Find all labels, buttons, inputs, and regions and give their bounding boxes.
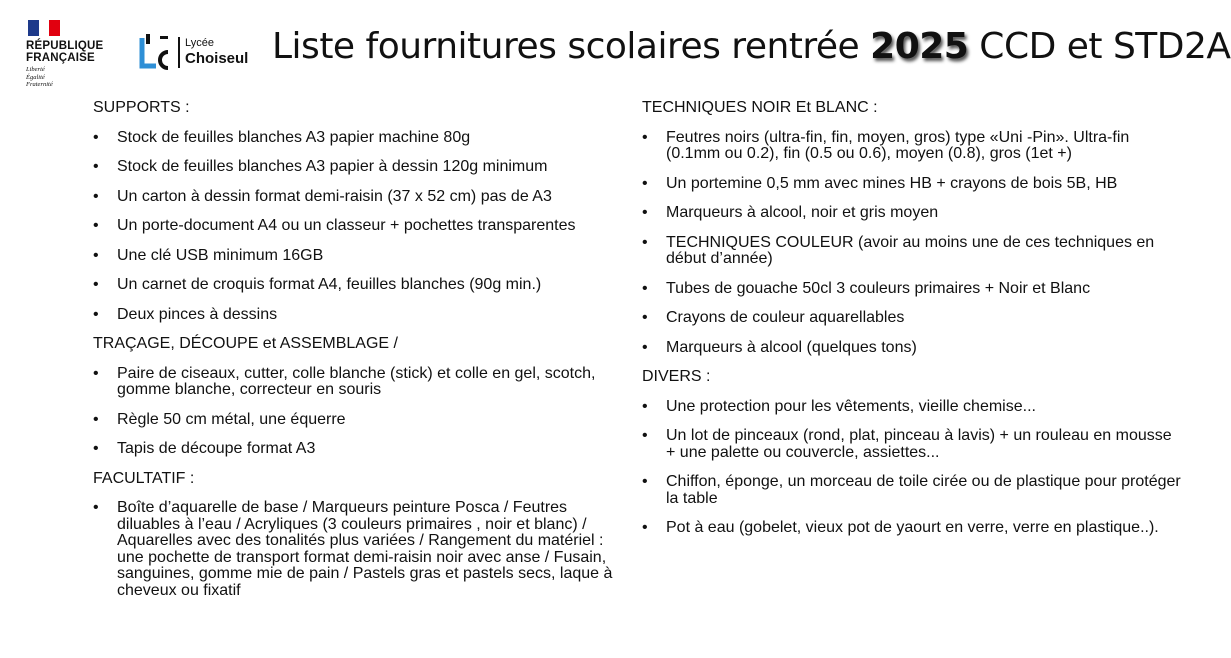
lycee-choiseul-logo [138, 30, 248, 74]
bullet-icon: • [93, 187, 99, 205]
list-item-text: TECHNIQUES COULEUR (avoir au moins une de ces techniques en début d’année) [666, 233, 1155, 267]
list-item-text: Tapis de découpe format A3 [117, 440, 316, 457]
list-item-text: Une protection pour les vêtements, vieille chemise... [666, 397, 1036, 415]
list-item [93, 189, 613, 206]
bullet-icon: • [642, 397, 648, 415]
list-item [642, 281, 1182, 298]
list-item [93, 277, 613, 294]
lycee-name: Choiseul [185, 49, 249, 67]
list-item-text: Feutres noirs (ultra-fin, fin, moyen, gros) type «Uni -Pin». Ultra-fin (0.1mm ou 0.2), fin (0.5 ou 0.6), moyen (0.8), gros (1et +) [666, 128, 1130, 162]
list-item [93, 248, 613, 265]
list-item-text: Pot à eau (gobelet, vieux pot de yaourt en verre, verre en plastique..). [666, 519, 1159, 536]
list-item-text: Une clé USB minimum 16GB [117, 246, 324, 264]
list-item [93, 159, 613, 176]
bullet-icon: • [93, 276, 99, 293]
list-item [642, 340, 1182, 357]
list-item-text: Un lot de pinceaux (rond, plat, pinceau à lavis) + un rouleau en mousse + une palette ou couvercle, assiettes... [666, 427, 1172, 461]
bullet-icon: • [642, 233, 648, 251]
bullet-icon: • [93, 499, 99, 516]
list-item-text: Paire de ciseaux, cutter, colle blanche (stick) et colle en gel, scotch, gomme blanche, correcteur en souris [117, 364, 596, 398]
section-facultatif-title: FACULTATIF : [93, 469, 195, 487]
lycee-text [178, 37, 248, 68]
list-item [642, 474, 1182, 507]
list-item-text: Stock de feuilles blanches A3 papier machine 80g [117, 128, 471, 146]
title-prefix: Liste fournitures scolaires rentrée [272, 26, 871, 67]
list-item-text: Tubes de gouache 50cl 3 couleurs primaires + Noir et Blanc [666, 279, 1091, 297]
list-item [93, 307, 613, 324]
bullet-icon: • [93, 305, 99, 323]
rf-motto [26, 66, 116, 89]
list-item-text: Un carton à dessin format demi-raisin (37 x 52 cm) pas de A3 [117, 187, 552, 205]
list-item [93, 441, 613, 458]
rf-name [26, 40, 116, 64]
list-item-text: Règle 50 cm métal, une équerre [117, 410, 346, 428]
section-divers-title: DIVERS : [642, 368, 711, 385]
rf-name-line2: FRANÇAISE [26, 52, 95, 64]
list-item [642, 176, 1182, 193]
bullet-icon: • [93, 440, 99, 457]
list-item [642, 130, 1182, 163]
list-item-text: Marqueurs à alcool, noir et gris moyen [666, 204, 939, 221]
bullet-icon: • [642, 338, 648, 356]
title-suffix: CCD et STD2A [968, 26, 1231, 67]
rf-name-line1: RÉPUBLIQUE [26, 40, 104, 52]
list-item [93, 366, 613, 399]
list-item [642, 399, 1182, 416]
list-item [642, 205, 1182, 222]
lycee-label: Lycée [185, 36, 214, 49]
bullet-icon: • [642, 128, 648, 146]
bullet-icon: • [642, 174, 648, 192]
section-noir-blanc-title: TECHNIQUES NOIR Et BLANC : [642, 99, 878, 116]
bullet-icon: • [642, 473, 648, 490]
bullet-icon: • [642, 519, 648, 536]
list-item [642, 235, 1182, 268]
bullet-icon: • [93, 410, 99, 428]
bullet-icon: • [93, 128, 99, 146]
section-supports-title: SUPPORTS : [93, 99, 190, 116]
rf-motto-egalite: Égalité [26, 73, 45, 81]
bullet-icon: • [93, 158, 99, 175]
list-item [642, 520, 1182, 537]
bullet-icon: • [93, 364, 99, 382]
list-item [93, 500, 613, 599]
lycee-emblem-icon [138, 30, 176, 74]
rf-motto-fraternite: Fraternité [26, 81, 53, 88]
list-item-text: Un carnet de croquis format A4, feuilles blanches (90g min.) [117, 276, 542, 293]
list-item-text: Un porte-document A4 ou un classeur + pochettes transparentes [117, 217, 576, 234]
list-item-text: Chiffon, éponge, un morceau de toile cirée ou de plastique pour protéger la table [666, 473, 1181, 507]
bullet-icon: • [642, 309, 648, 326]
list-item-text: Deux pinces à dessins [117, 305, 278, 323]
list-item [93, 218, 613, 235]
rf-motto-liberte: Liberté [26, 66, 45, 73]
list-item [93, 412, 613, 429]
bullet-icon: • [93, 217, 99, 234]
bullet-icon: • [642, 279, 648, 297]
bullet-icon: • [642, 204, 648, 221]
list-item [642, 310, 1182, 327]
bullet-icon: • [93, 246, 99, 264]
list-item-text: Stock de feuilles blanches A3 papier à dessin 120g minimum [117, 158, 548, 175]
right-column [642, 100, 1182, 550]
marianne-flag-icon [28, 20, 60, 36]
list-item [93, 130, 613, 147]
list-item-text: Crayons de couleur aquarellables [666, 309, 905, 326]
republique-francaise-logo [26, 20, 116, 89]
list-item [642, 428, 1182, 461]
list-item-text: Marqueurs à alcool (quelques tons) [666, 338, 917, 356]
bullet-icon: • [642, 427, 648, 444]
title-year: 2025 [870, 26, 969, 67]
list-item-text: Boîte d’aquarelle de base / Marqueurs peinture Posca / Feutres diluables à l’eau / Acryliques (3 couleurs primaires , noir et blanc) / Aquarelles avec des tonalités plus variées / Rangement du matériel : une pochette de transport format demi-raisin noir avec anse / Fusain, sanguines, gomme mie de pain / Pastels gras et pastels secs, laque à cheveux ou fixatif [117, 499, 613, 599]
left-column [93, 100, 613, 612]
section-tracage-title: TRAÇAGE, DÉCOUPE et ASSEMBLAGE / [93, 335, 398, 352]
page-title [272, 26, 1231, 67]
list-item-text: Un portemine 0,5 mm avec mines HB + crayons de bois 5B, HB [666, 174, 1118, 192]
